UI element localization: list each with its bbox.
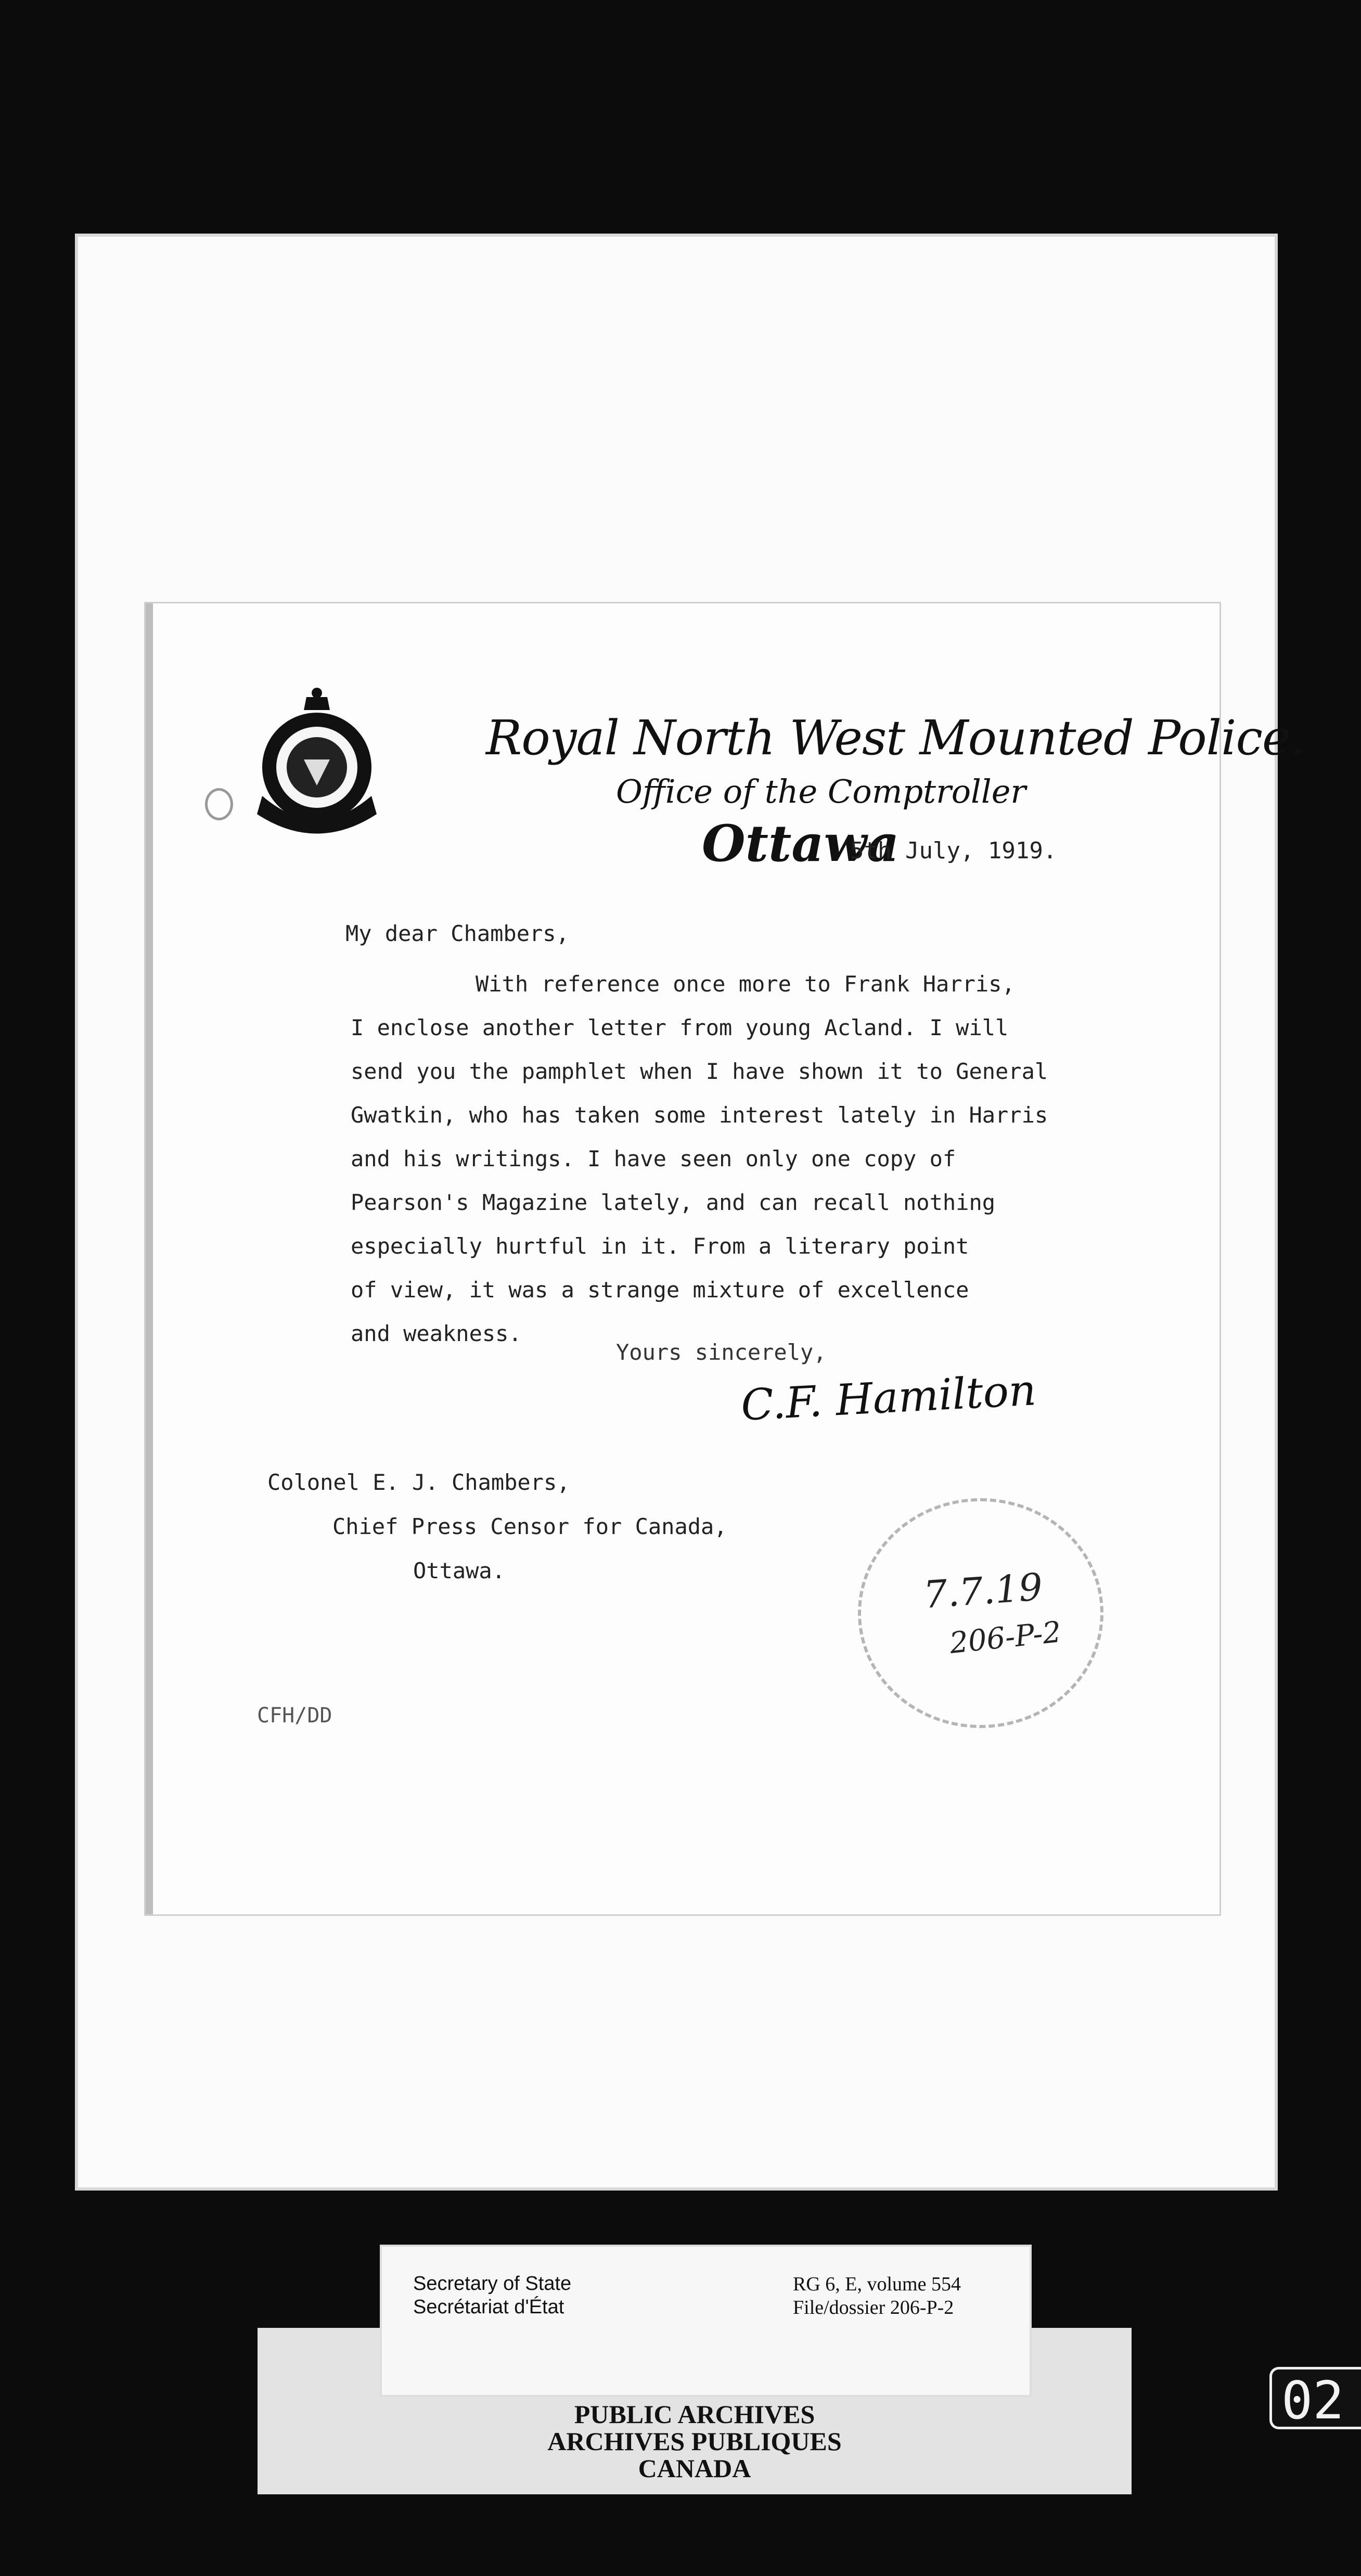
- recipient-city: Ottawa.: [413, 1558, 506, 1583]
- file-ref: File/dossier 206-P-2: [793, 2297, 954, 2319]
- archives-imprint: [258, 2401, 1132, 2482]
- archives-line: PUBLIC ARCHIVES: [574, 2400, 815, 2429]
- archives-line: CANADA: [638, 2454, 751, 2483]
- archives-line: ARCHIVES PUBLIQUES: [547, 2427, 842, 2456]
- letterhead-subtitle: Office of the Comptroller: [616, 772, 1026, 810]
- body-line: Gwatkin, who has taken some interest lately in Harris: [351, 1102, 1048, 1128]
- department-fr: Secrétariat d'État: [413, 2296, 564, 2318]
- body-line: and weakness.: [351, 1321, 522, 1346]
- salutation: My dear Chambers,: [345, 921, 569, 946]
- letter-date: 5th July, 1919.: [850, 838, 1057, 864]
- reference-initials: CFH/DD: [257, 1704, 332, 1728]
- body-line: send you the pamphlet when I have shown it to General: [351, 1059, 1048, 1084]
- volume-ref: RG 6, E, volume 554: [793, 2273, 961, 2295]
- body-line: With reference once more to Frank Harris,: [476, 971, 1015, 997]
- letterhead-city: Ottawa: [702, 814, 900, 873]
- letterhead-title: Royal North West Mounted Police.: [486, 710, 1305, 766]
- signature: C.F. Hamilton: [739, 1366, 1037, 1431]
- body-line: of view, it was a strange mixture of excellence: [351, 1277, 969, 1303]
- punch-hole: [205, 788, 233, 820]
- closing: Yours sincerely,: [616, 1339, 827, 1365]
- recipient-title: Chief Press Censor for Canada,: [332, 1514, 727, 1539]
- body-line: and his writings. I have seen only one copy of: [351, 1146, 956, 1171]
- stamp-date: 7.7.19: [922, 1565, 1044, 1617]
- body-line: especially hurtful in it. From a literary point: [351, 1233, 969, 1259]
- letter-body: [351, 962, 1152, 1356]
- recipient-name: Colonel E. J. Chambers,: [267, 1470, 570, 1495]
- body-line: I enclose another letter from young Acland. I will: [351, 1015, 1009, 1040]
- body-line: Pearson's Magazine lately, and can recall nothing: [351, 1190, 996, 1215]
- received-stamp: [858, 1498, 1103, 1728]
- reference-label: [380, 2245, 1032, 2397]
- frame-number: 02: [1269, 2367, 1361, 2429]
- crest-icon: [247, 687, 387, 838]
- stamp-file: 206-P-2: [948, 1615, 1063, 1661]
- letter-sheet: [146, 603, 1305, 1914]
- department-en: Secretary of State: [413, 2273, 572, 2295]
